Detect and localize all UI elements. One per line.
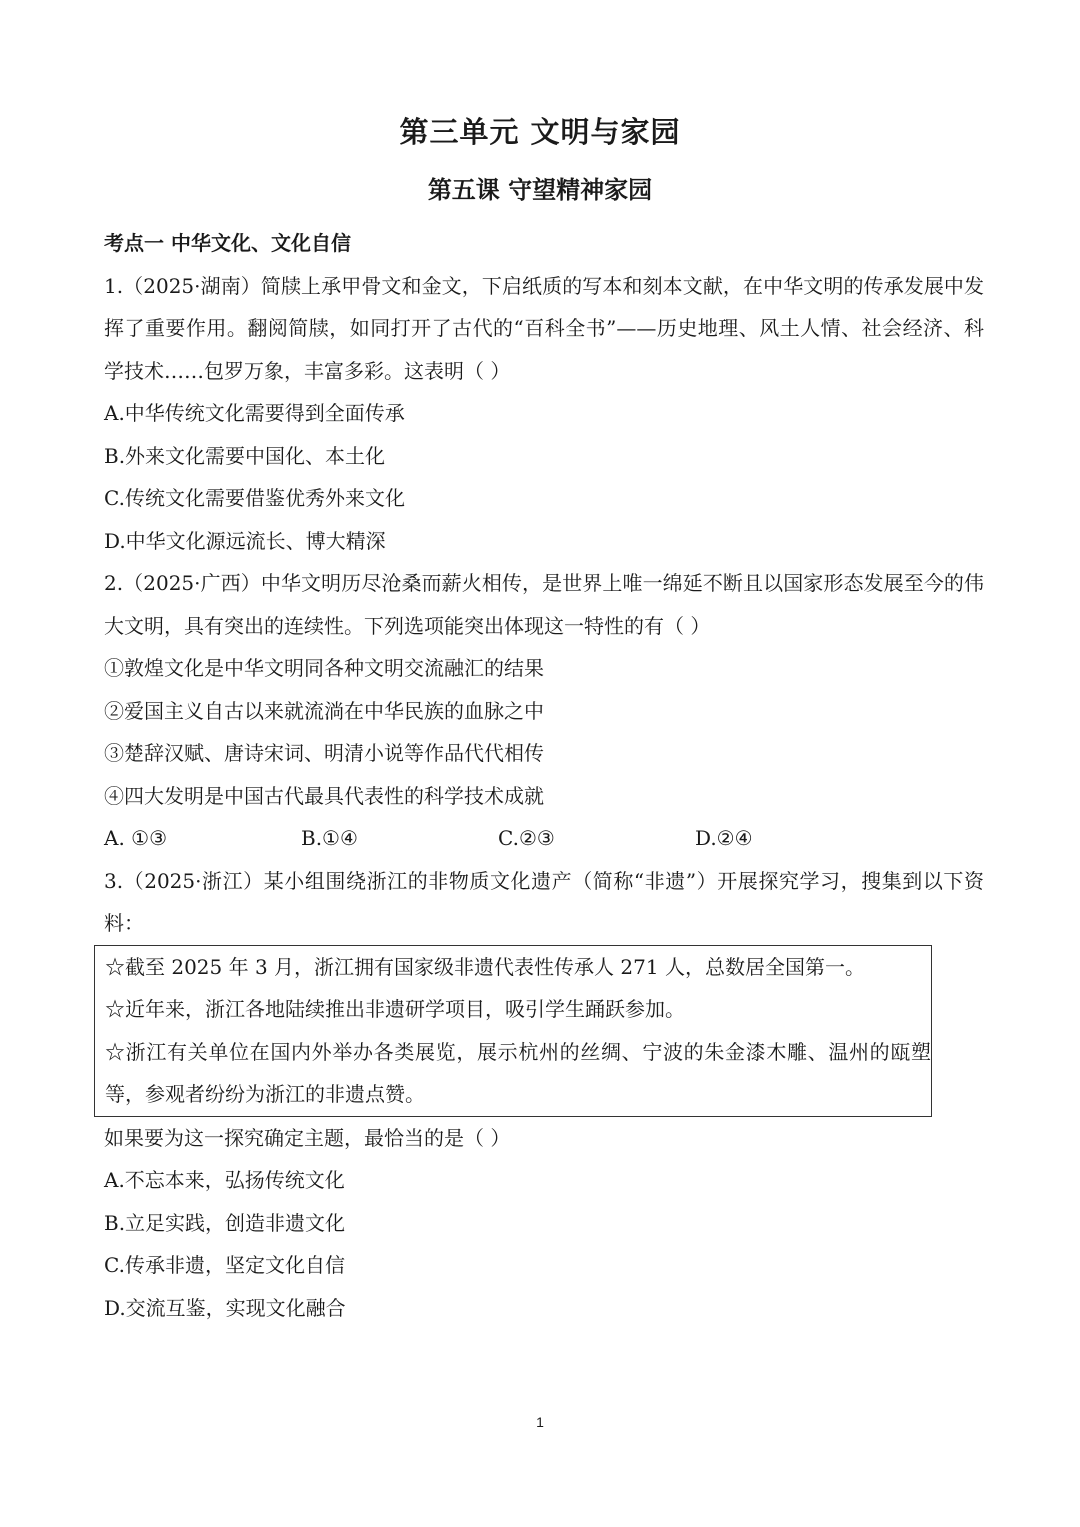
option-c: C.传承非遗，坚定文化自信 bbox=[104, 1253, 345, 1277]
option-a: A. ①③ bbox=[104, 826, 168, 850]
option-b: B.立足实践，创造非遗文化 bbox=[104, 1210, 346, 1235]
options-row bbox=[104, 817, 984, 860]
question-3 bbox=[104, 860, 984, 1330]
option-a: A.不忘本来，弘扬传统文化 bbox=[104, 1168, 345, 1192]
option-b: B.①④ bbox=[301, 826, 358, 850]
page-number: 1 bbox=[536, 1414, 544, 1430]
question-prompt: 如果要为这一探究确定主题，最恰当的是（ ） bbox=[104, 1125, 511, 1150]
question-stem: 3.（2025·浙江）某小组围绕浙江的非物质文化遗产（简称“非遗”）开展探究学习，搜集到以下资料： bbox=[104, 868, 984, 935]
material-item: ☆浙江有关单位在国内外举办各类展览，展示杭州的丝绸、宁波的朱金漆木雕、温州的瓯塑等，参观者纷纷为浙江的非遗点赞。 bbox=[105, 1039, 931, 1106]
section-heading: 考点一 中华文化、文化自信 bbox=[104, 231, 351, 255]
statement-2: ②爱国主义自古以来就流淌在中华民族的血脉之中 bbox=[104, 698, 544, 723]
question-stem: 1.（2025·湖南）简牍上承甲骨文和金文，下启纸质的写本和刻本文献，在中华文明的传承发展中发挥了重要作用。翻阅简牍，如同打开了古代的“百科全书”——历史地理、风土人情、社会经济、科学技术……包罗万象，丰富多彩。这表明（ ） bbox=[104, 273, 984, 383]
option-d: D.中华文化源远流长、博大精深 bbox=[104, 528, 386, 553]
unit-title: 第三单元 文明与家园 bbox=[399, 115, 681, 149]
material-box bbox=[94, 945, 932, 1117]
lesson-title: 第五课 守望精神家园 bbox=[427, 176, 653, 204]
option-d: D.②④ bbox=[695, 826, 753, 850]
option-b: B.外来文化需要中国化、本土化 bbox=[104, 443, 386, 468]
statement-3: ③楚辞汉赋、唐诗宋词、明清小说等作品代代相传 bbox=[104, 741, 544, 765]
statement-1: ①敦煌文化是中华文明同各种文明交流融汇的结果 bbox=[104, 656, 544, 680]
material-item: ☆截至 2025 年 3 月，浙江拥有国家级非遗代表性传承人 271 人，总数居全国第一。 bbox=[105, 954, 865, 979]
question-1 bbox=[104, 265, 984, 563]
question-2 bbox=[104, 562, 984, 860]
material-item: ☆近年来，浙江各地陆续推出非遗研学项目，吸引学生踊跃参加。 bbox=[105, 997, 685, 1021]
option-a: A.中华传统文化需要得到全面传承 bbox=[104, 401, 405, 425]
option-c: C.传统文化需要借鉴优秀外来文化 bbox=[104, 486, 405, 510]
option-d: D.交流互鉴，实现文化融合 bbox=[104, 1295, 346, 1320]
question-stem: 2.（2025·广西）中华文明历尽沧桑而薪火相传，是世界上唯一绵延不断且以国家形态发展至今的伟大文明，具有突出的连续性。下列选项能突出体现这一特性的有（ ） bbox=[104, 571, 984, 638]
content bbox=[104, 222, 984, 1329]
option-c: C.②③ bbox=[498, 826, 555, 850]
statement-4: ④四大发明是中国古代最具代表性的科学技术成就 bbox=[104, 783, 544, 808]
